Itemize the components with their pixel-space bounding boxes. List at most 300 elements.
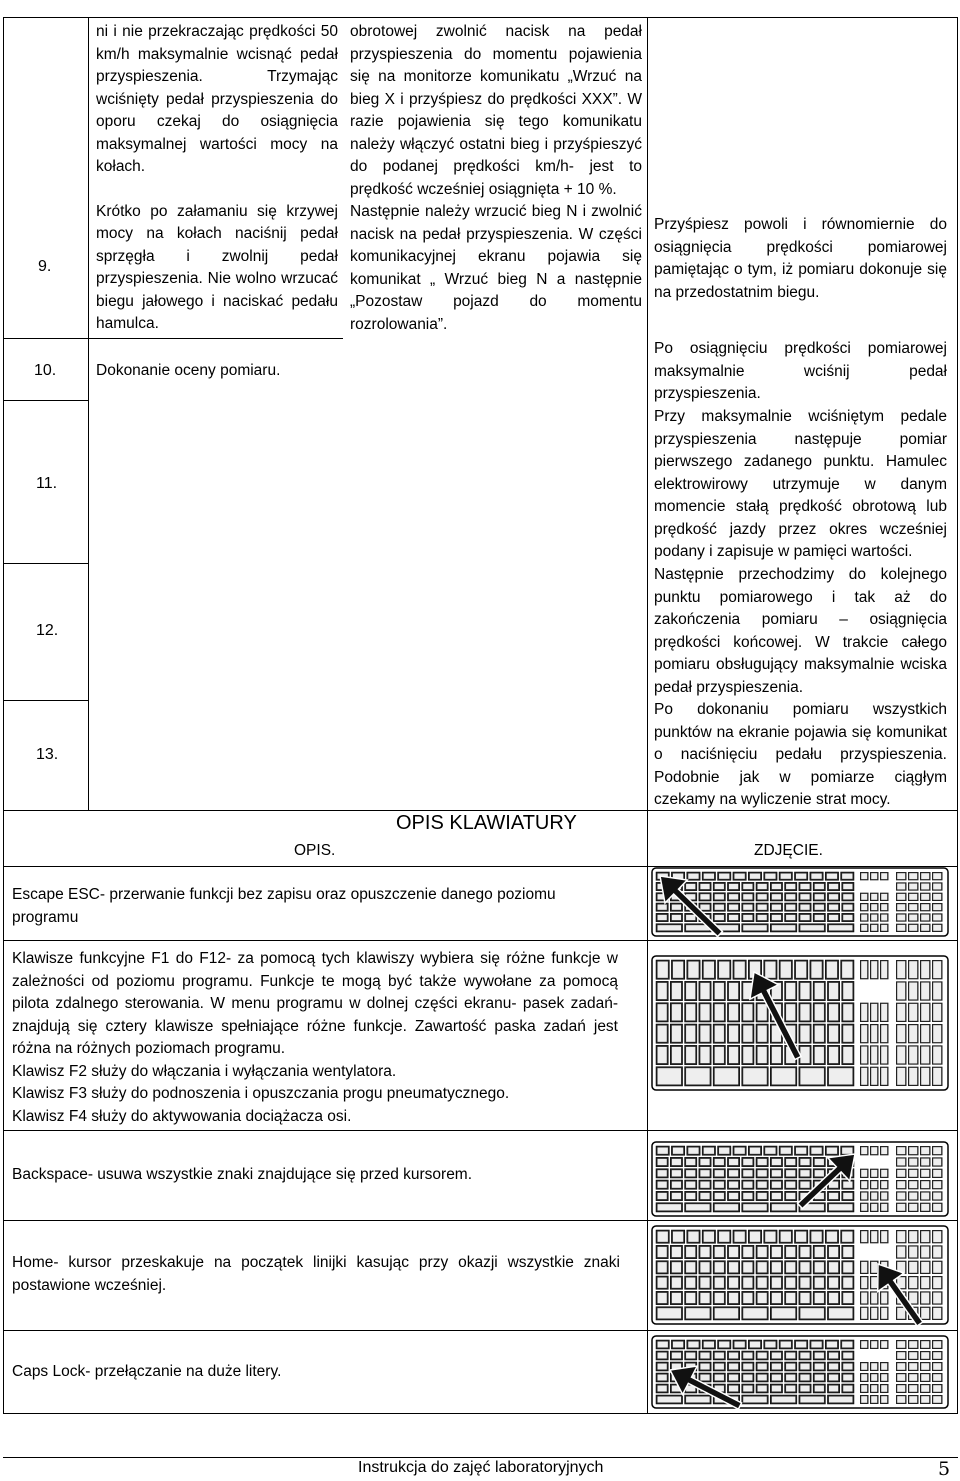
key-face	[921, 1352, 929, 1359]
key-face	[861, 1308, 867, 1319]
key-face	[897, 1181, 905, 1188]
key-face	[933, 1363, 941, 1370]
key-face	[843, 1353, 852, 1359]
key-face	[758, 1026, 767, 1042]
key-face	[909, 1374, 917, 1381]
key-face	[921, 1004, 929, 1021]
key-face	[829, 1193, 838, 1199]
key-face	[758, 915, 767, 920]
key-face	[786, 1353, 795, 1359]
key-face	[897, 873, 905, 879]
row11-col3: Przy maksymalnie wciśniętym pedale przyspieszenia następuje pomiar pierwszego zadanego punktu. Hamulec elektrowirowy utrzymuje w danym momencie stałą prędkość obrotową lub prędkość jazdy przez okres wcześniej podany i zapisuje w pamięci wartości.	[654, 408, 947, 560]
key-face	[719, 1342, 729, 1348]
key-face	[700, 1182, 709, 1188]
key-face	[861, 1170, 867, 1177]
key-face	[829, 1204, 853, 1210]
key-face	[750, 1232, 760, 1242]
key-face	[861, 1385, 867, 1392]
key-face	[861, 1341, 867, 1348]
row9-col1-para1: ni i nie przekraczając prędkości 50 km/h maksymalnie wcisnąć pedał przyspieszenia. Trzymając wciśnięty pedał przyspieszenia do oporu czekaj do osiągnięcia maksymalnej wartości mocy na kołach.	[96, 23, 338, 175]
key-face	[800, 905, 809, 910]
key-face	[827, 1342, 837, 1348]
key-face	[871, 1181, 877, 1188]
key-face	[758, 1278, 767, 1288]
key-face	[772, 1204, 796, 1210]
key-face	[829, 1278, 838, 1288]
key-face	[686, 1397, 710, 1403]
key-face	[658, 1353, 667, 1359]
key-face	[811, 1342, 821, 1348]
key-face	[909, 1363, 917, 1370]
key-face	[743, 1262, 752, 1272]
key-face	[897, 904, 905, 910]
key-face	[672, 1170, 681, 1176]
key-face	[921, 1193, 929, 1200]
key-face	[909, 1068, 917, 1085]
key-face	[881, 1363, 887, 1370]
key-face	[658, 1397, 682, 1403]
key-face	[921, 1068, 929, 1085]
key-face	[871, 1385, 877, 1392]
key-face	[842, 874, 852, 879]
key-face	[673, 962, 683, 978]
key-face	[658, 1047, 667, 1063]
key-face	[796, 1232, 806, 1242]
key-face	[743, 1397, 767, 1403]
key-face	[729, 905, 738, 910]
key-face	[829, 915, 838, 920]
key-face	[700, 1004, 709, 1020]
key-face	[786, 1159, 795, 1165]
key-face	[686, 884, 695, 889]
key-face	[700, 1159, 709, 1165]
key-face	[743, 905, 752, 910]
key-face	[842, 1342, 852, 1348]
key-face	[786, 1262, 795, 1272]
key-face	[861, 1181, 867, 1188]
key-face	[715, 1204, 739, 1210]
key-face	[909, 1262, 917, 1273]
key-face	[715, 1047, 724, 1063]
key-face	[786, 905, 795, 910]
key-face	[765, 1232, 775, 1242]
key-face	[881, 1293, 887, 1304]
key-face	[921, 925, 929, 931]
key-face	[715, 1068, 739, 1084]
key-face	[743, 915, 752, 920]
key-face	[800, 1247, 809, 1257]
key-face	[688, 874, 698, 879]
key-face	[909, 1396, 917, 1403]
key-face	[758, 894, 767, 899]
key-face	[658, 1308, 682, 1318]
key-face	[743, 1204, 767, 1210]
key-face	[772, 1397, 796, 1403]
key-face	[781, 1232, 791, 1242]
key-face	[909, 1293, 917, 1304]
key-face	[909, 904, 917, 910]
key-face	[815, 1026, 824, 1042]
key-face	[781, 1148, 791, 1154]
key-face	[881, 1193, 887, 1200]
key-face	[843, 894, 852, 899]
key-face	[933, 1385, 941, 1392]
key-face	[909, 1047, 917, 1064]
key-face	[700, 1262, 709, 1272]
key-face	[843, 884, 852, 889]
key-face	[843, 1278, 852, 1288]
key-face	[881, 873, 887, 879]
key-face	[933, 1025, 941, 1042]
key-face	[688, 962, 698, 978]
key-face	[743, 884, 752, 889]
key-face	[719, 1148, 729, 1154]
kb-row-line-3	[3, 1220, 958, 1221]
key-face	[881, 1308, 887, 1319]
key-face	[743, 1247, 752, 1257]
key-face	[921, 1262, 929, 1273]
key-face	[686, 1353, 695, 1359]
key-face	[658, 1170, 667, 1176]
key-face	[729, 1262, 738, 1272]
key-face	[658, 1159, 667, 1165]
key-desc-line: Caps Lock- przełączanie na duże litery.	[12, 1363, 282, 1380]
key-face	[800, 1262, 809, 1272]
key-face	[933, 1004, 941, 1021]
key-face	[800, 1068, 824, 1084]
key-face	[871, 873, 877, 879]
key-face	[686, 1247, 695, 1257]
key-face	[909, 894, 917, 900]
key-face	[843, 1193, 852, 1199]
row-line-13	[3, 700, 88, 701]
key-face	[686, 1293, 695, 1303]
key-face	[871, 1193, 877, 1200]
key-face	[921, 1396, 929, 1403]
key-face	[758, 1375, 767, 1381]
key-face	[715, 1364, 724, 1370]
key-face	[897, 1170, 905, 1177]
key-face	[861, 1047, 867, 1064]
key-face	[811, 1232, 821, 1242]
key-face	[686, 1308, 710, 1318]
key-face	[921, 1147, 929, 1154]
key-face	[909, 1385, 917, 1392]
key-face	[871, 1363, 877, 1370]
key-face	[871, 1068, 877, 1085]
key-face	[933, 1147, 941, 1154]
key-face	[715, 1308, 739, 1318]
key-face	[781, 874, 791, 879]
key-face	[658, 1068, 682, 1084]
key-face	[843, 1364, 852, 1370]
key-face	[815, 1262, 824, 1272]
key-face	[800, 1278, 809, 1288]
row9-col3: Przyśpiesz powoli i równomiernie do osiągnięcia prędkości pomiarowej pamiętając o tym, iż pomiaru dokonuje się na przedostatnim biegu.	[654, 216, 947, 301]
key-face	[781, 962, 791, 978]
key-face	[672, 983, 681, 999]
key-face	[758, 1159, 767, 1165]
key-face	[729, 1353, 738, 1359]
keyboard-photo-function-keys	[650, 954, 950, 1092]
key-face	[871, 1004, 877, 1021]
key-face	[909, 1204, 917, 1211]
row9-col1-para2: Krótko po załamaniu się krzywej mocy na kołach naciśnij pedał sprzęgła i zwolnij pedał przyspieszenia. Nie wolno wrzucać biegu jałowego i naciskać pedału hamulca.	[96, 202, 338, 332]
key-face	[772, 1308, 796, 1318]
key-face	[704, 962, 714, 978]
key-face	[686, 1278, 695, 1288]
key-face	[897, 983, 905, 1000]
key-face	[800, 1308, 824, 1318]
key-face	[719, 874, 729, 879]
key-face	[909, 1004, 917, 1021]
key-face	[672, 1353, 681, 1359]
key-face	[871, 894, 877, 900]
key-face	[843, 1047, 852, 1063]
key-face	[921, 884, 929, 890]
key-face	[686, 1193, 695, 1199]
key-face	[658, 1375, 667, 1381]
key-face	[750, 874, 760, 879]
key-face	[743, 1026, 752, 1042]
row10-col3: Po osiągnięciu prędkości pomiarowej maksymalnie wciśnij pedał przyspieszenia.	[654, 340, 947, 402]
key-face	[800, 1364, 809, 1370]
key-face	[827, 1148, 837, 1154]
key-face	[829, 1047, 838, 1063]
key-face	[815, 1278, 824, 1288]
key-face	[786, 1375, 795, 1381]
key-face	[897, 894, 905, 900]
key-face	[861, 925, 867, 931]
key-face	[871, 1231, 877, 1242]
key-face	[700, 1170, 709, 1176]
key-face	[861, 1374, 867, 1381]
key-face	[715, 905, 724, 910]
key-face	[786, 1170, 795, 1176]
key-face	[758, 1004, 767, 1020]
key-face	[796, 1342, 806, 1348]
key-face	[861, 1293, 867, 1304]
key-face	[688, 1148, 698, 1154]
key-face	[786, 1293, 795, 1303]
key-face	[715, 894, 724, 899]
key-desc-line: Klawisz F3 służy do podnoszenia i opuszczania progu pneumatycznego.	[12, 1085, 510, 1102]
key-face	[881, 1047, 887, 1064]
key-face	[909, 1025, 917, 1042]
key-face	[729, 894, 738, 899]
key-face	[909, 884, 917, 890]
key-face	[881, 1385, 887, 1392]
key-face	[729, 1386, 738, 1392]
key-face	[786, 983, 795, 999]
key-face	[933, 1204, 941, 1211]
row12-col3: Następnie przechodzimy do kolejnego punktu pomiarowego i tak aż do zakończenia pomiaru – osiągnięcia prędkości końcowej. W trakcie całego pomiaru obsługujący maksymalnie wciska pedał przyspieszenia.	[654, 566, 947, 696]
row10-col1: Dokonanie oceny pomiaru.	[96, 362, 281, 379]
key-face	[843, 1004, 852, 1020]
key-face	[897, 1004, 905, 1021]
key-face	[704, 1148, 714, 1154]
row-line-10	[3, 338, 343, 339]
key-face	[672, 1262, 681, 1272]
row9-col2-para2: Następnie należy wrzucić bieg N i zwolnić nacisk na pedał przyspieszenia. W części komunikacyjnej ekranu pojawia się komunikat „ Wrzuć bieg N a następnie „Pozostaw pojazd do momentu rozrolowania”.	[350, 203, 642, 333]
key-face	[921, 1293, 929, 1304]
key-face	[772, 1293, 781, 1303]
key-face	[909, 1231, 917, 1242]
key-face	[800, 1159, 809, 1165]
key-face	[672, 1159, 681, 1165]
key-face	[719, 1232, 729, 1242]
key-face	[758, 1293, 767, 1303]
key-face	[897, 1341, 905, 1348]
key-face	[871, 1262, 877, 1273]
key-face	[871, 915, 877, 921]
key-face	[881, 1004, 887, 1021]
table-border-right	[957, 17, 958, 1414]
key-face	[672, 905, 681, 910]
key-face	[897, 1159, 905, 1166]
key-face	[658, 1232, 668, 1242]
key-face	[786, 1004, 795, 1020]
key-desc-line: Home- kursor przeskakuje na początek linijki kasując przy okazji wszystkie znaki postawione wcześniej.	[12, 1254, 620, 1294]
key-face	[871, 1396, 877, 1403]
key-face	[658, 962, 668, 978]
key-face	[921, 894, 929, 900]
key-face	[897, 1247, 905, 1258]
key-face	[734, 962, 744, 978]
key-face	[881, 1374, 887, 1381]
key-face	[933, 1170, 941, 1177]
key-face	[909, 1247, 917, 1258]
key-face	[861, 961, 867, 978]
key-face	[829, 1068, 853, 1084]
keyboard-photo-home	[650, 1224, 950, 1326]
key-face	[743, 1182, 752, 1188]
key-face	[881, 1170, 887, 1177]
key-face	[715, 983, 724, 999]
key-face	[800, 983, 809, 999]
key-face	[729, 1193, 738, 1199]
key-face	[743, 1278, 752, 1288]
key-face	[881, 1341, 887, 1348]
key-face	[933, 1047, 941, 1064]
key-face	[921, 1385, 929, 1392]
key-face	[871, 1204, 877, 1211]
key-face	[933, 1352, 941, 1359]
key-face	[658, 1182, 667, 1188]
key-face	[933, 1193, 941, 1200]
key-face	[881, 961, 887, 978]
key-face	[829, 1308, 853, 1318]
key-face	[800, 1375, 809, 1381]
key-face	[815, 983, 824, 999]
key-face	[743, 1308, 767, 1318]
key-face	[781, 1342, 791, 1348]
key-face	[897, 1352, 905, 1359]
key-face	[796, 874, 806, 879]
key-face	[815, 1293, 824, 1303]
key-face	[686, 1047, 695, 1063]
key-face	[843, 915, 852, 920]
key-face	[658, 1247, 667, 1257]
key-face	[772, 905, 781, 910]
key-face	[933, 1374, 941, 1381]
key-face	[729, 983, 738, 999]
table-border-left	[3, 17, 4, 1414]
key-face	[672, 1026, 681, 1042]
key-face	[909, 1341, 917, 1348]
key-face	[715, 1026, 724, 1042]
key-desc-line: Backspace- usuwa wszystkie znaki znajdujące się przed kursorem.	[12, 1166, 473, 1183]
key-face	[743, 894, 752, 899]
key-face	[909, 1147, 917, 1154]
key-face	[700, 1293, 709, 1303]
key-face	[815, 1386, 824, 1392]
key-face	[686, 983, 695, 999]
key-face	[772, 1364, 781, 1370]
key-face	[933, 1231, 941, 1242]
key-face	[909, 1277, 917, 1288]
key-face	[861, 915, 867, 921]
key-face	[704, 1232, 714, 1242]
row-number-9: 9.	[38, 258, 52, 275]
key-face	[871, 1277, 877, 1288]
key-face	[658, 925, 682, 930]
key-face	[772, 1375, 781, 1381]
key-face	[658, 1193, 667, 1199]
key-face	[715, 1193, 724, 1199]
key-face	[688, 1342, 698, 1348]
key-desc-line: Escape ESC- przerwanie funkcji bez zapisu oraz opuszczenie danego poziomu programu	[12, 886, 556, 926]
key-face	[796, 962, 806, 978]
key-face	[800, 884, 809, 889]
key-face	[827, 962, 837, 978]
key-face	[719, 962, 729, 978]
key-face	[871, 925, 877, 931]
row-number-10: 10.	[34, 362, 57, 379]
table-border-top	[3, 17, 958, 18]
key-face	[688, 1232, 698, 1242]
key-face	[881, 1181, 887, 1188]
key-face	[829, 1262, 838, 1272]
key-face	[881, 915, 887, 921]
key-face	[765, 874, 775, 879]
key-face	[758, 1262, 767, 1272]
key-face	[933, 904, 941, 910]
key-face	[843, 1386, 852, 1392]
key-face	[800, 915, 809, 920]
key-face	[658, 1386, 667, 1392]
key-face	[842, 1148, 852, 1154]
key-face	[772, 925, 796, 930]
key-face	[800, 925, 824, 930]
key-desc-backspace	[12, 1164, 620, 1187]
key-face	[800, 894, 809, 899]
key-face	[743, 1004, 752, 1020]
key-face	[871, 961, 877, 978]
key-face	[734, 1342, 744, 1348]
keyboard-section-title: OPIS KLAWIATURY	[396, 812, 577, 834]
key-face	[881, 894, 887, 900]
row9-col1	[96, 21, 338, 336]
key-face	[658, 1148, 668, 1154]
key-face	[829, 905, 838, 910]
key-face	[897, 1204, 905, 1211]
key-face	[729, 1004, 738, 1020]
key-desc-line: Klawisz F2 służy do włączania i wyłączania wentylatora.	[12, 1062, 397, 1080]
key-face	[672, 1293, 681, 1303]
key-face	[871, 1147, 877, 1154]
key-desc-line: Klawisze funkcyjne F1 do F12- za pomocą tych klawiszy wybiera się różne funkcje w zależności od poziomu programu. Funkcje te mogą być także wywołane za pomocą pilota zdalnego sterowania. W menu programu w dolnej części ekranu- pasek zadań- znajdują się cztery klawisze spełniające różne funkcje. Zawartość paska zadań jest różna na różnych poziomach programu.	[12, 950, 618, 1057]
